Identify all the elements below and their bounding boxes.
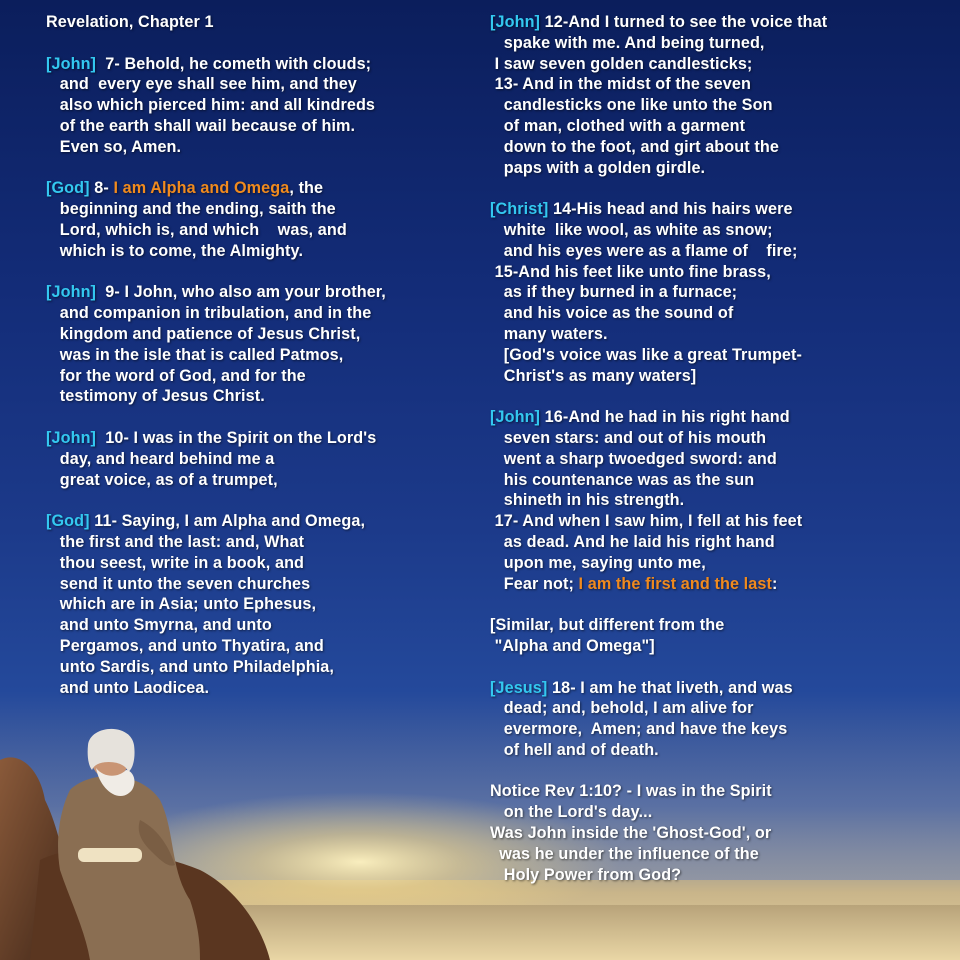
- verse-11-line-7: Pergamos, and unto Thyatira, and: [59, 636, 324, 655]
- verse-11-line-2: the first and the last: and, What: [59, 532, 305, 551]
- verse-11-line-4: send it unto the seven churches: [59, 574, 311, 593]
- verse-7-line-5: Even so, Amen.: [59, 137, 182, 156]
- verse-18-line-3: evermore, Amen; and have the keys: [503, 720, 788, 739]
- verse-11-line-8: unto Sardis, and unto Philadelphia,: [59, 657, 335, 676]
- verse-14-line-1: [Christ] 14-His head and his hairs were: [490, 200, 793, 219]
- speaker-tag: [Jesus]: [490, 678, 548, 697]
- verse-17-line-2: as dead. And he laid his right hand: [503, 532, 775, 551]
- verse-15-line-2: as if they burned in a furnace;: [503, 283, 738, 302]
- verse-17-line-3: upon me, saying unto me,: [503, 553, 706, 572]
- verse-13-line-2: candlesticks one like unto the Son: [503, 96, 773, 115]
- left-column: [46, 12, 466, 698]
- verse-16-line-5: shineth in his strength.: [503, 491, 685, 510]
- verse-15-line-4: many waters.: [503, 324, 608, 343]
- verse-8-line-2: beginning and the ending, saith the: [59, 200, 336, 219]
- speaker-tag: [God]: [46, 179, 90, 198]
- verse-16-line-1: [John] 16-And he had in his right hand: [490, 408, 790, 427]
- verse-18-line-1: [Jesus] 18- I am he that liveth, and was: [490, 678, 793, 697]
- verse-11-line-9: and unto Laodicea.: [59, 678, 210, 697]
- verse-15-note-2: Christ's as many waters]: [503, 366, 697, 385]
- verse-16-line-2: seven stars: and out of his mouth: [503, 428, 767, 447]
- verse-10-line-3: great voice, as of a trumpet,: [59, 470, 278, 489]
- verse-13-line-4: down to the foot, and girt about the: [503, 137, 779, 156]
- highlight-first-last: I am the first and the last: [578, 574, 772, 593]
- verse-9-line-4: was in the isle that is called Patmos,: [59, 345, 344, 364]
- speaker-tag: [John]: [490, 408, 541, 427]
- closing-line-5: Holy Power from God?: [503, 865, 682, 884]
- verse-13-line-1: 13- And in the midst of the seven: [494, 75, 751, 94]
- verse-11-line-3: thou seest, write in a book, and: [59, 553, 305, 572]
- verse-15-line-3: and his voice as the sound of: [503, 304, 734, 323]
- highlight-alpha-omega: I am Alpha and Omega: [113, 179, 290, 198]
- verse-9-line-2: and companion in tribulation, and in the: [59, 304, 372, 323]
- verse-12-line-1: [John] 12-And I turned to see the voice that: [490, 13, 828, 31]
- verse-11-line-6: and unto Smyrna, and unto: [59, 616, 272, 635]
- speaker-tag: [Christ]: [490, 200, 549, 219]
- verse-16-line-3: went a sharp twoedged sword: and: [503, 449, 777, 468]
- verse-7-line-4: of the earth shall wail because of him.: [59, 116, 356, 135]
- verse-15-line-1: 15-And his feet like unto fine brass,: [494, 262, 771, 281]
- note-line-1: [Similar, but different from the: [490, 616, 725, 635]
- speaker-tag: [God]: [46, 512, 90, 531]
- verse-9-line-1: [John] 9- I John, who also am your brother,: [46, 283, 386, 302]
- verse-13-line-3: of man, clothed with a garment: [503, 116, 746, 135]
- verse-9-line-5: for the word of God, and for the: [59, 366, 306, 385]
- verse-8-line-1: [God] 8- I am Alpha and Omega, the: [46, 179, 324, 198]
- speaker-tag: [John]: [46, 283, 97, 302]
- verse-17-line-4: Fear not; I am the first and the last:: [503, 574, 778, 593]
- speaker-tag: [John]: [46, 428, 97, 447]
- verse-12-line-3: I saw seven golden candlesticks;: [494, 54, 753, 73]
- closing-line-4: was he under the influence of the: [499, 844, 759, 863]
- verse-18-line-4: of hell and of death.: [503, 740, 659, 759]
- verse-7-line-2: and every eye shall see him, and they: [59, 75, 357, 94]
- verse-11-line-1: [God] 11- Saying, I am Alpha and Omega,: [46, 512, 366, 531]
- verse-10-line-2: day, and heard behind me a: [59, 449, 275, 468]
- speaker-tag: [John]: [490, 13, 541, 31]
- closing-line-2: on the Lord's day...: [503, 803, 653, 822]
- closing-line-3: Was John inside the 'Ghost-God', or: [490, 824, 772, 843]
- closing-line-1: Notice Rev 1:10? - I was in the Spirit: [490, 782, 772, 801]
- verse-8-line-3: Lord, which is, and which was, and: [59, 220, 347, 239]
- verse-12-line-2: spake with me. And being turned,: [503, 33, 765, 52]
- verse-16-line-4: his countenance was as the sun: [503, 470, 755, 489]
- verse-11-line-5: which are in Asia; unto Ephesus,: [59, 595, 317, 614]
- right-column: [490, 12, 930, 885]
- verse-7-line-1: [John] 7- Behold, he cometh with clouds;: [46, 54, 372, 73]
- verse-14-line-2: white like wool, as white as snow;: [503, 220, 773, 239]
- verse-10-line-1: [John] 10- I was in the Spirit on the Lord's: [46, 428, 377, 447]
- verse-7-line-3: also which pierced him: and all kindreds: [59, 96, 376, 115]
- verse-14-line-3: and his eyes were as a flame of fire;: [503, 241, 798, 260]
- verse-9-line-6: testimony of Jesus Christ.: [59, 387, 265, 406]
- note-line-2: "Alpha and Omega"]: [494, 636, 655, 655]
- verse-8-line-4: which is to come, the Almighty.: [59, 241, 304, 260]
- verse-18-line-2: dead; and, behold, I am alive for: [503, 699, 754, 718]
- verse-17-line-1: 17- And when I saw him, I fell at his feet: [494, 512, 803, 531]
- speaker-tag: [John]: [46, 54, 97, 73]
- verse-15-note-1: [God's voice was like a great Trumpet-: [503, 345, 803, 364]
- verse-9-line-3: kingdom and patience of Jesus Christ,: [59, 324, 361, 343]
- page-title: Revelation, Chapter 1: [46, 13, 214, 31]
- verse-13-line-5: paps with a golden girdle.: [503, 158, 706, 177]
